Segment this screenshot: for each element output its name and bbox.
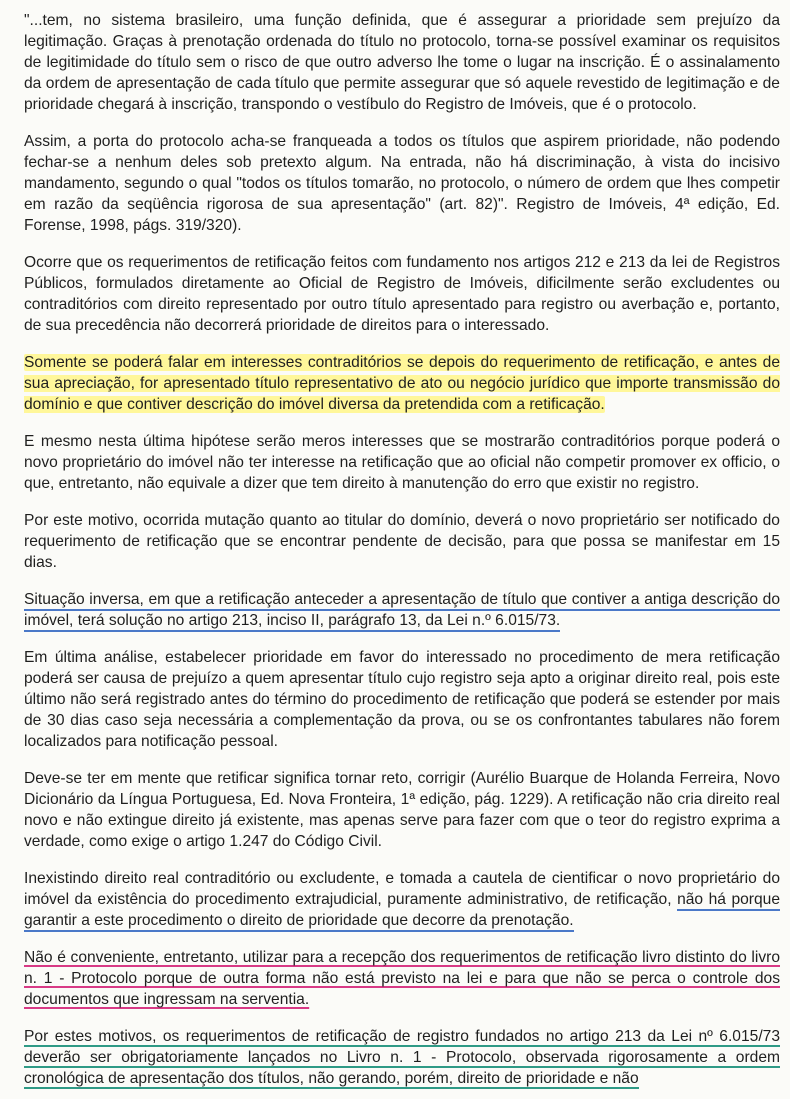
paragraph-2: Assim, a porta do protocolo acha-se franqueada a todos os títulos que aspirem prioridade, não podendo fechar-se a nenhum deles sob pretexto algum. Na entrada, não há discriminação, à vista do incisivo mandamento, segundo o qual "todos os títulos tomarão, no protocolo, o número de ordem que lhes competir em razão da seqüência rigorosa de sua apresentação" (art. 82)". Registro de Imóveis, 4ª edição, Ed. Forense, 1998, págs. 319/320). bbox=[24, 133, 780, 234]
paragraph-1: "...tem, no sistema brasileiro, uma função definida, que é assegurar a prioridade sem prejuízo da legitimação. Graças à prenotação ordenada do título no protocolo, torna-se possível examinar os requisitos de legitimidade do título sem o risco de que outro adverso lhe tome o lugar na inscrição. É o assinalamento da ordem de apresentação de cada título que permite assegurar que só aquele revestido de legitimação e de prioridade chegará à inscrição, transpondo o vestíbulo do Registro de Imóveis, que é o protocolo. bbox=[24, 12, 780, 113]
paragraph-12-underlined bbox=[24, 1026, 780, 1089]
paragraph-5: E mesmo nesta última hipótese serão meros interesses que se mostrarão contraditórios porque poderá o novo proprietário do imóvel não ter interesse na retificação que ao oficial não competir promover ex officio, o que, entretanto, não equivale a dizer que tem direito à manutenção do erro que existir no registro. bbox=[24, 433, 780, 492]
pink-underline: Não é conveniente, entretanto, utilizar para a recepção dos requerimentos de retificação livro distinto do livro n. 1 - Protocolo porque de outra forma não está previsto na lei e para que não se perca o controle dos documentos que ingressam na serventia. bbox=[24, 949, 780, 1008]
blue-underline: Situação inversa, em que a retificação anteceder a apresentação de título que contiver a antiga descrição do imóvel, terá solução no artigo 213, inciso II, parágrafo 13, da Lei n.º 6.015/73. bbox=[24, 591, 780, 632]
paragraph-10 bbox=[24, 868, 780, 931]
paragraph-9: Deve-se ter em mente que retificar significa tornar reto, corrigir (Aurélio Buarque de Holanda Ferreira, Novo Dicionário da Língua Portuguesa, Ed. Nova Fronteira, 1ª edição, pág. 1229). A retificação não cria direito real novo e não extingue direito já existente, mas apenas serve para fazer com que o teor do registro exprima a verdade, como exige o artigo 1.247 do Código Civil. bbox=[24, 770, 780, 850]
paragraph-4-highlighted bbox=[24, 352, 780, 415]
paragraph-10-plain: Inexistindo direito real contraditório ou excludente, e tomada a cautela de cientificar o novo proprietário do imóvel da existência do procedimento extrajudicial, puramente administrativo, de retificação, bbox=[24, 870, 780, 908]
teal-underline: Por estes motivos, os requerimentos de retificação de registro fundados no artigo 213 da Lei nº 6.015/73 deverão ser obrigatoriamente lançados no Livro n. 1 - Protocolo, observada rigorosamente a ordem cronológica de apresentação dos títulos, não gerando, porém, direito de prioridade e não bbox=[24, 1028, 780, 1087]
paragraph-7-underlined bbox=[24, 589, 780, 631]
paragraph-11-underlined bbox=[24, 947, 780, 1010]
paragraph-10-underlined: não há porque garantir a este procedimento o direito de prioridade que decorre da prenotação. bbox=[24, 891, 780, 932]
yellow-highlight: Somente se poderá falar em interesses contraditórios se depois do requerimento de retificação, e antes de sua apreciação, for apresentado título representativo de ato ou negócio jurídico que importe transmissão do domínio e que contiver descrição do imóvel diversa da pretendida com a retificação. bbox=[24, 354, 780, 413]
paragraph-8: Em última análise, estabelecer prioridade em favor do interessado no procedimento de mera retificação poderá ser causa de prejuízo a quem apresentar título cujo registro seja apto a originar direito real, pois este último não será registrado antes do término do procedimento de retificação que poderá se estender por mais de 30 dias caso seja necessária a complementação da prova, ou se os confrontantes tabulares não forem localizados para notificação pessoal. bbox=[24, 649, 780, 750]
paragraph-3: Ocorre que os requerimentos de retificação feitos com fundamento nos artigos 212 e 213 da lei de Registros Públicos, formulados diretamente ao Oficial de Registro de Imóveis, dificilmente serão excludentes ou contraditórios com direito representado por outro título apresentado para registro ou averbação e, portanto, de sua precedência não decorrerá prioridade de direitos para o interessado. bbox=[24, 254, 780, 334]
paragraph-6: Por este motivo, ocorrida mutação quanto ao titular do domínio, deverá o novo proprietário ser notificado do requerimento de retificação que se encontrar pendente de decisão, para que possa se manifestar em 15 dias. bbox=[24, 512, 780, 571]
